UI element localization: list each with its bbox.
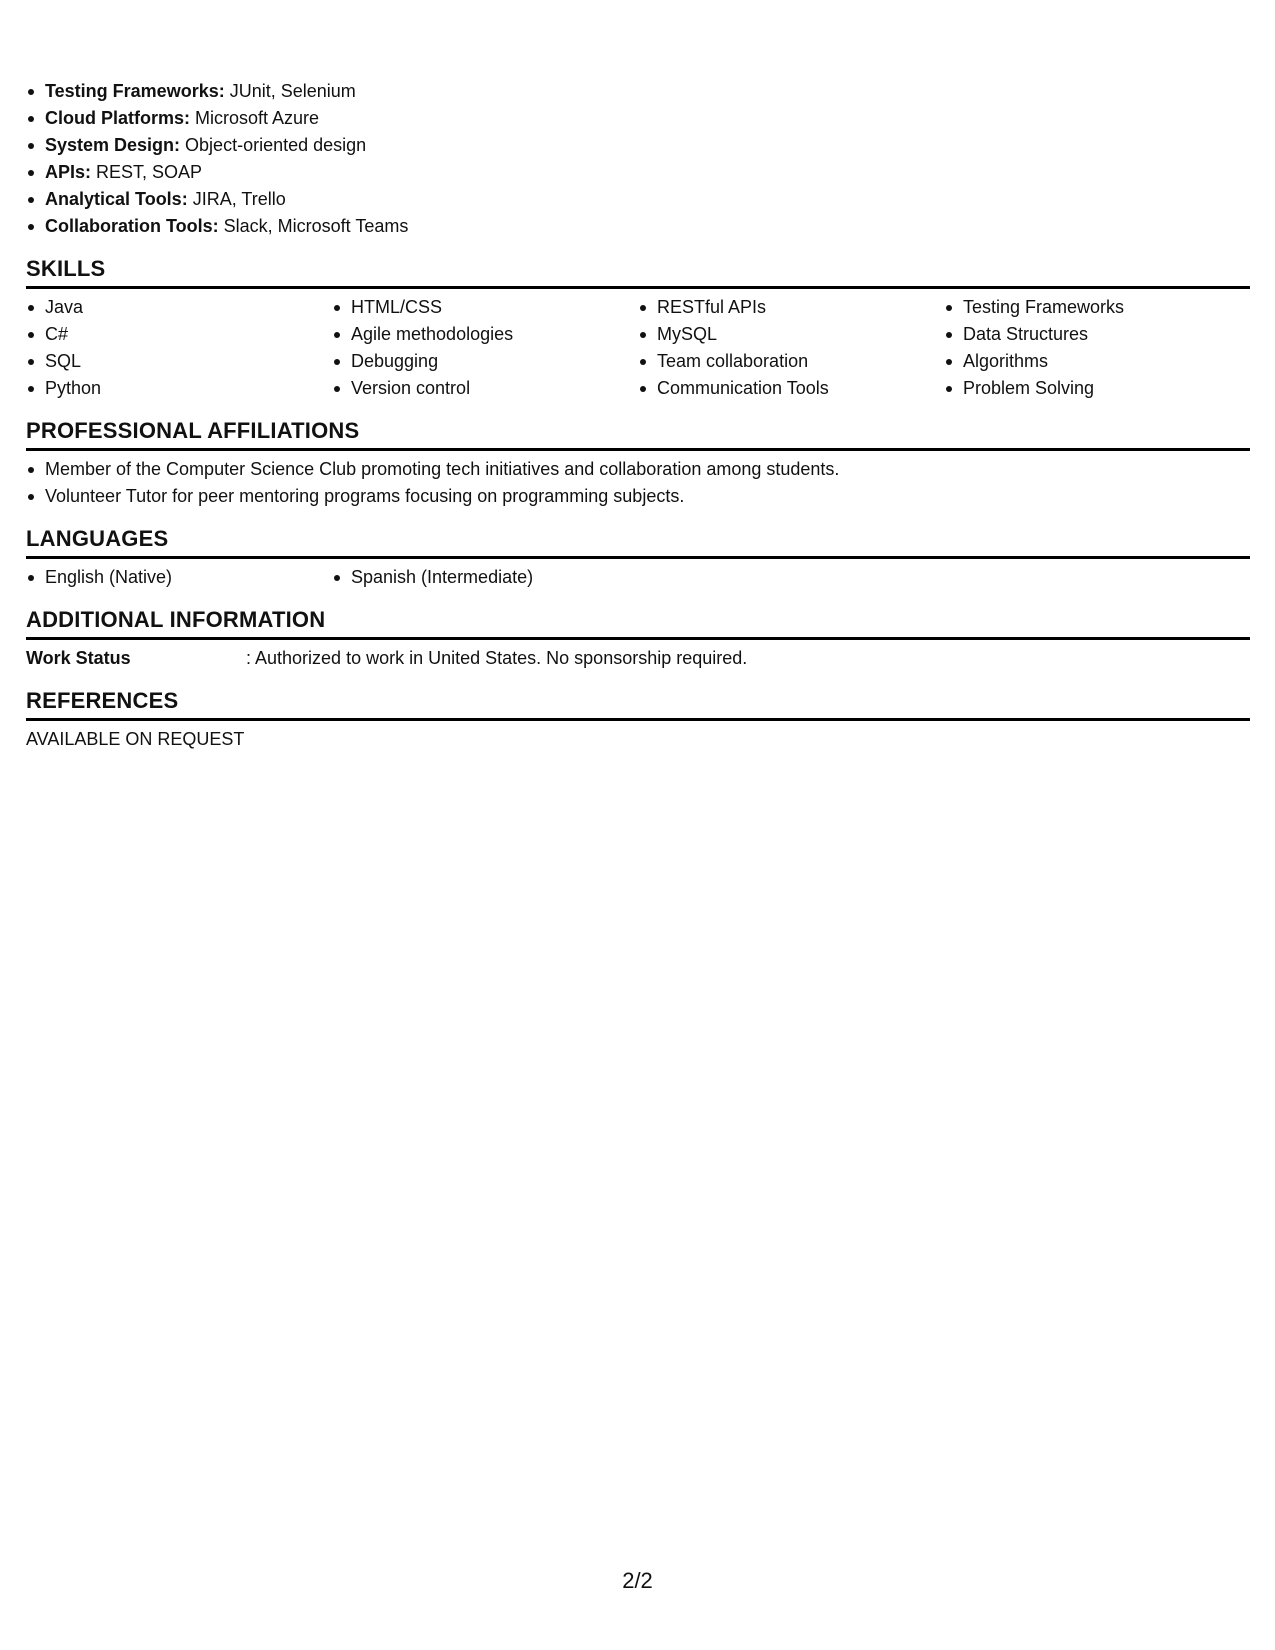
item-value: REST, SOAP xyxy=(91,162,203,182)
references-text: AVAILABLE ON REQUEST xyxy=(26,729,245,749)
item-label: System Design: xyxy=(45,135,181,155)
section-title: SKILLS xyxy=(26,254,1250,289)
list-item: Java xyxy=(26,294,332,321)
work-status-label: Work Status xyxy=(26,648,131,668)
list-item: C# xyxy=(26,321,332,348)
item-label: Cloud Platforms: xyxy=(45,108,191,128)
list-item: Algorithms xyxy=(944,348,1250,375)
list-item: HTML/CSS xyxy=(332,294,638,321)
references-section xyxy=(26,686,1250,753)
list-item: Problem Solving xyxy=(944,375,1250,402)
item-value: Slack, Microsoft Teams xyxy=(218,216,409,236)
languages-columns xyxy=(26,564,1250,591)
work-status-value: : Authorized to work in United States. No sponsorship required. xyxy=(246,648,748,668)
item-value: Microsoft Azure xyxy=(190,108,320,128)
list-item: Testing Frameworks xyxy=(944,294,1250,321)
list-item xyxy=(26,78,1250,105)
item-label: Collaboration Tools: xyxy=(45,216,219,236)
item-label: Testing Frameworks: xyxy=(45,81,225,101)
item-label: Analytical Tools: xyxy=(45,189,188,209)
skills-section xyxy=(26,254,1250,402)
list-item: Version control xyxy=(332,375,638,402)
list-item: Volunteer Tutor for peer mentoring programs focusing on programming subjects. xyxy=(26,483,1250,510)
section-title: ADDITIONAL INFORMATION xyxy=(26,605,1250,640)
list-item: Agile methodologies xyxy=(332,321,638,348)
resume-page xyxy=(26,78,1250,753)
list-item: Member of the Computer Science Club promoting tech initiatives and collaboration among students. xyxy=(26,456,1250,483)
list-item xyxy=(26,132,1250,159)
skills-column xyxy=(26,294,332,402)
item-value: Object-oriented design xyxy=(180,135,367,155)
languages-column xyxy=(332,564,638,591)
languages-section xyxy=(26,524,1250,591)
skills-column xyxy=(332,294,638,402)
affiliations-list xyxy=(26,456,1250,510)
list-item: English (Native) xyxy=(26,564,332,591)
list-item xyxy=(26,105,1250,132)
skills-columns xyxy=(26,294,1250,402)
item-value: JUnit, Selenium xyxy=(224,81,356,101)
page-number: 2/2 xyxy=(622,1568,653,1593)
languages-column xyxy=(26,564,332,591)
affiliations-section xyxy=(26,416,1250,510)
item-value: JIRA, Trello xyxy=(187,189,286,209)
list-item: Data Structures xyxy=(944,321,1250,348)
list-item: Spanish (Intermediate) xyxy=(332,564,638,591)
list-item: Debugging xyxy=(332,348,638,375)
list-item: Python xyxy=(26,375,332,402)
section-title: LANGUAGES xyxy=(26,524,1250,559)
section-title: REFERENCES xyxy=(26,686,1250,721)
additional-info-section xyxy=(26,605,1250,672)
section-title: PROFESSIONAL AFFILIATIONS xyxy=(26,416,1250,451)
work-status-row xyxy=(26,645,1250,672)
list-item: SQL xyxy=(26,348,332,375)
list-item: Team collaboration xyxy=(638,348,944,375)
list-item: MySQL xyxy=(638,321,944,348)
list-item xyxy=(26,186,1250,213)
item-label: APIs: xyxy=(45,162,92,182)
technical-skills-list xyxy=(26,78,1250,240)
skills-column xyxy=(944,294,1250,402)
list-item xyxy=(26,159,1250,186)
list-item: Communication Tools xyxy=(638,375,944,402)
list-item: RESTful APIs xyxy=(638,294,944,321)
list-item xyxy=(26,213,1250,240)
skills-column xyxy=(638,294,944,402)
